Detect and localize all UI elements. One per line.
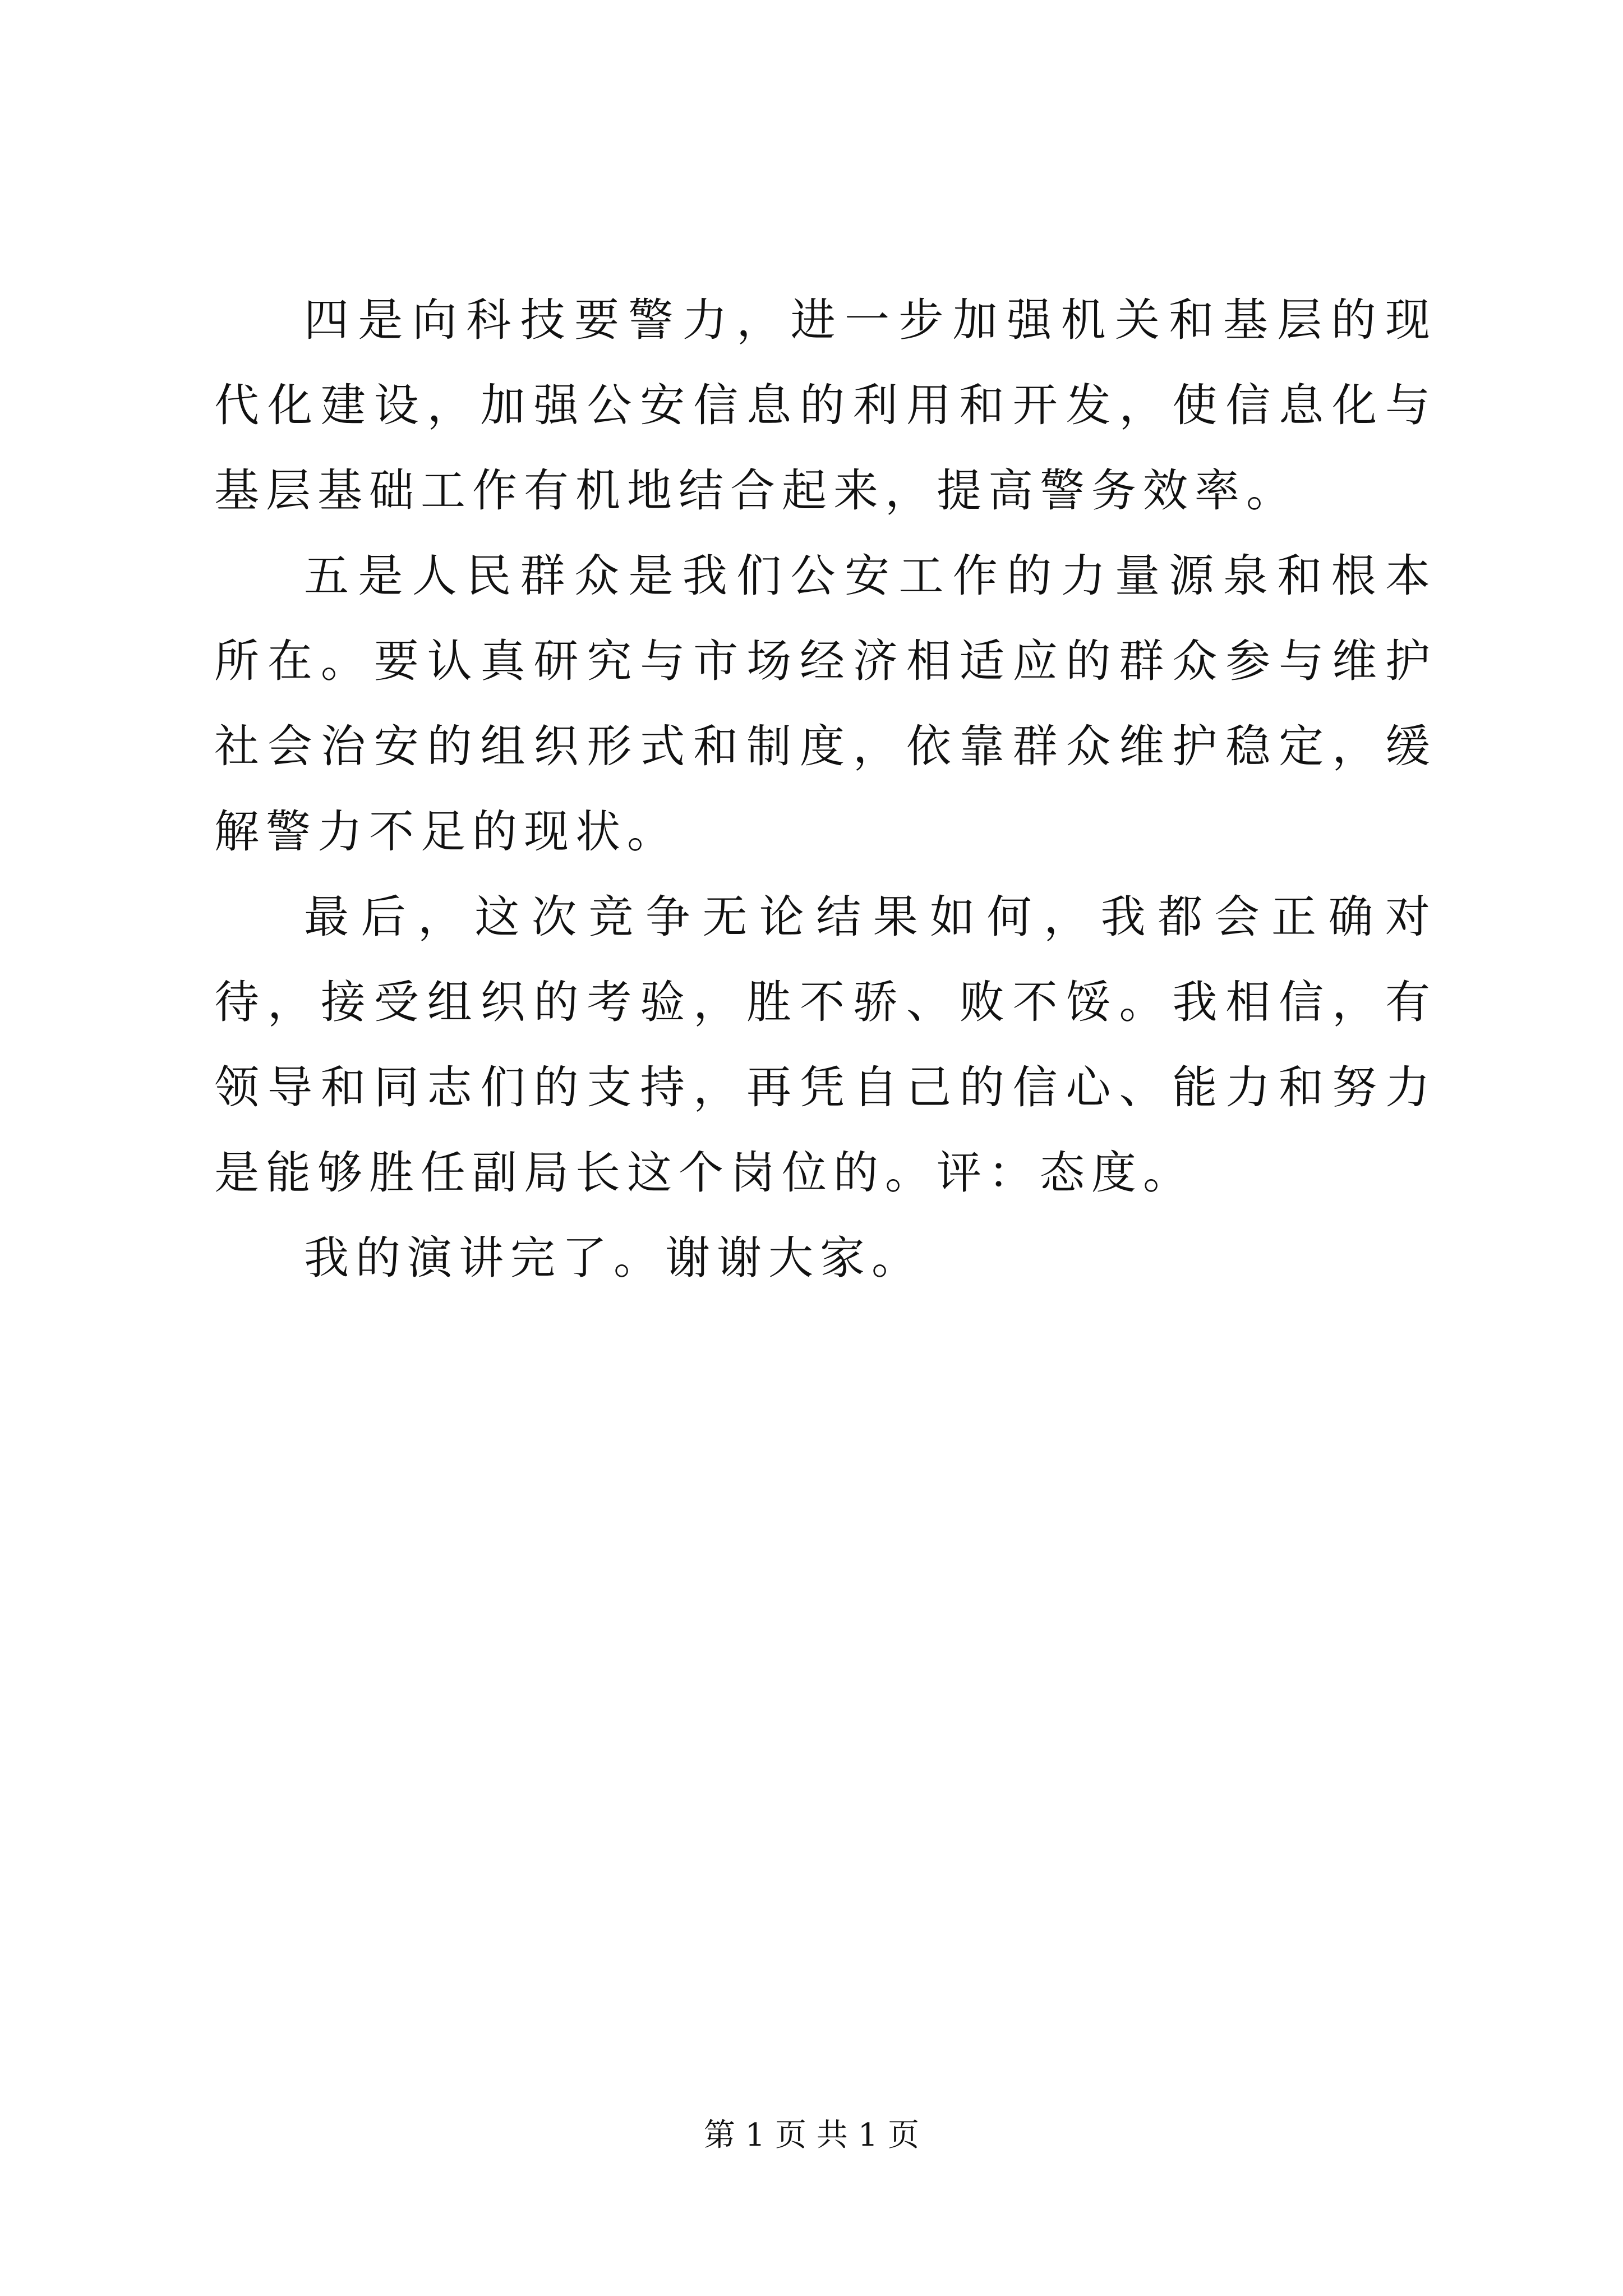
paragraph-closing: 我的演讲完了。谢谢大家。	[304, 1232, 923, 1284]
paragraph-conclusion: 最后，这次竞争无论结果如何，我都会正确对待，接受组织的考验，胜不骄、败不馁。我相信，有领导和同志们的支持，再凭自己的信心、能力和努力是能够胜任副局长这个岗位的。评：态度。	[214, 891, 1437, 1199]
document-body	[214, 278, 1437, 1301]
paragraph-masses: 五是人民群众是我们公安工作的力量源泉和根本所在。要认真研究与市场经济相适应的群众参与维护社会治安的组织形式和制度，依靠群众维护稳定，缓解警力不足的现状。	[214, 550, 1437, 858]
page-number-footer: 第 1 页 共 1 页	[703, 2117, 920, 2154]
paragraph-tech-police: 四是向科技要警力，进一步加强机关和基层的现代化建设，加强公安信息的利用和开发，使信息化与基层基础工作有机地结合起来，提高警务效率。	[214, 294, 1437, 517]
